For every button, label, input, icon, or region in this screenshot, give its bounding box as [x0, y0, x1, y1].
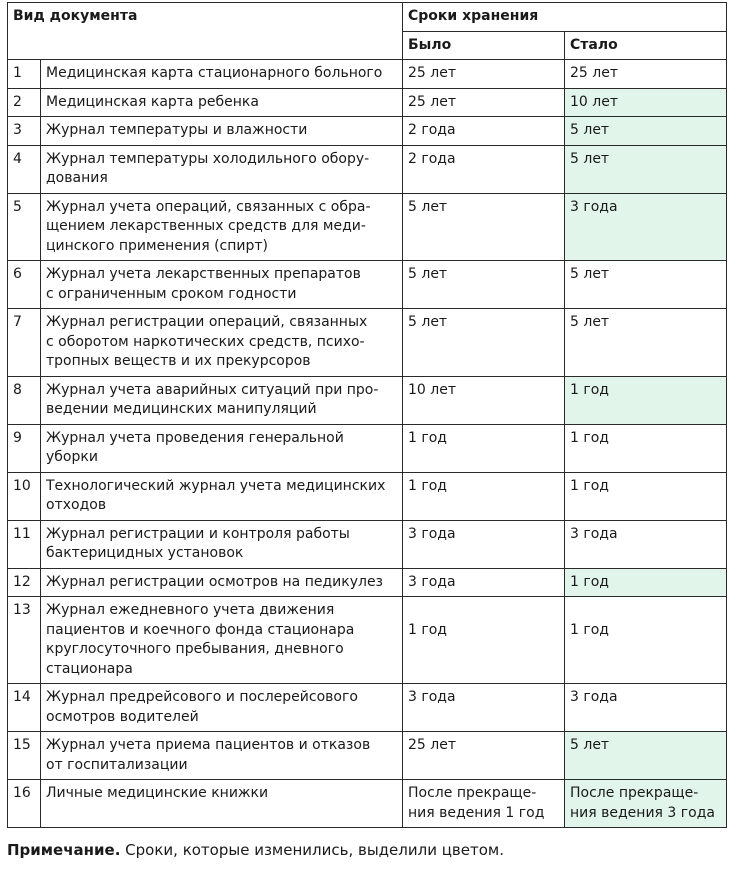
table-body: [8, 60, 727, 828]
period-after-cell: 25 лет: [565, 60, 727, 89]
table-row: [8, 309, 727, 377]
header-after: Стало: [565, 31, 727, 60]
period-after-cell: 5 лет: [565, 309, 727, 377]
table-row: [8, 376, 727, 424]
header-row-top: [8, 3, 727, 32]
document-type-cell: Личные медицинские книжки: [41, 780, 403, 828]
period-before-cell: 10 лет: [403, 376, 565, 424]
period-after-cell: 5 лет: [565, 732, 727, 780]
document-type-cell: Журнал регистрации и контроля работы бактерицидных установок: [41, 520, 403, 568]
period-before-cell: 3 года: [403, 568, 565, 597]
row-number: 6: [8, 261, 41, 309]
table-row: [8, 88, 727, 117]
table-row: [8, 597, 727, 684]
table-row: [8, 684, 727, 732]
period-after-cell: 3 года: [565, 520, 727, 568]
period-after-cell: 5 лет: [565, 261, 727, 309]
period-before-cell: 3 года: [403, 684, 565, 732]
document-type-cell: Журнал температуры и влажности: [41, 117, 403, 146]
period-before-cell: После прекраще- ния ведения 1 год: [403, 780, 565, 828]
period-after-cell: 1 год: [565, 472, 727, 520]
period-before-cell: 25 лет: [403, 60, 565, 89]
footnote-text: Сроки, которые изменились, выделили цветом.: [120, 841, 504, 859]
row-number: 10: [8, 472, 41, 520]
period-after-cell: 5 лет: [565, 117, 727, 146]
row-number: 9: [8, 424, 41, 472]
period-before-cell: 1 год: [403, 424, 565, 472]
row-number: 15: [8, 732, 41, 780]
table-row: [8, 780, 727, 828]
table-row: [8, 193, 727, 261]
period-before-cell: 2 года: [403, 145, 565, 193]
header-storage-periods: Сроки хранения: [403, 3, 727, 32]
row-number: 12: [8, 568, 41, 597]
document-type-cell: Журнал предрейсового и послерейсового осмотров водителей: [41, 684, 403, 732]
period-after-cell: 10 лет: [565, 88, 727, 117]
document-type-cell: Журнал учета операций, связанных с обра- щением лекарственных средств для меди- цинского применения (спирт): [41, 193, 403, 261]
document-type-cell: Журнал учета лекарственных препаратов с ограниченным сроком годности: [41, 261, 403, 309]
period-after-cell: 5 лет: [565, 145, 727, 193]
period-after-cell: 3 года: [565, 193, 727, 261]
row-number: 4: [8, 145, 41, 193]
period-after-cell: После прекраще- ния ведения 3 года: [565, 780, 727, 828]
footnote: [7, 840, 504, 860]
row-number: 7: [8, 309, 41, 377]
table-row: [8, 472, 727, 520]
row-number: 5: [8, 193, 41, 261]
document-type-cell: Журнал регистрации операций, связанных с оборотом наркотических средств, психо- тропных веществ и их прекурсоров: [41, 309, 403, 377]
header-doc-type: Вид документа: [8, 3, 403, 60]
document-type-cell: Журнал учета проведения генеральной уборки: [41, 424, 403, 472]
period-after-cell: 3 года: [565, 684, 727, 732]
document-type-cell: Медицинская карта стационарного больного: [41, 60, 403, 89]
period-after-cell: 1 год: [565, 424, 727, 472]
row-number: 8: [8, 376, 41, 424]
document-type-cell: Журнал учета приема пациентов и отказов от госпитализации: [41, 732, 403, 780]
footnote-label: Примечание.: [7, 841, 121, 859]
table-row: [8, 261, 727, 309]
table-row: [8, 732, 727, 780]
row-number: 13: [8, 597, 41, 684]
table-row: [8, 117, 727, 146]
row-number: 16: [8, 780, 41, 828]
period-after-cell: 1 год: [565, 376, 727, 424]
period-before-cell: 5 лет: [403, 309, 565, 377]
table-row: [8, 568, 727, 597]
period-before-cell: 25 лет: [403, 732, 565, 780]
table-row: [8, 520, 727, 568]
storage-periods-table: [7, 2, 727, 828]
table-row: [8, 424, 727, 472]
document-type-cell: Журнал температуры холодильного обору- дования: [41, 145, 403, 193]
period-before-cell: 1 год: [403, 597, 565, 684]
period-before-cell: 5 лет: [403, 261, 565, 309]
table-row: [8, 60, 727, 89]
period-before-cell: 25 лет: [403, 88, 565, 117]
document-type-cell: Журнал ежедневного учета движения пациентов и коечного фонда стационара круглосуточного пребывания, дневного стационара: [41, 597, 403, 684]
period-before-cell: 1 год: [403, 472, 565, 520]
document-type-cell: Технологический журнал учета медицинских отходов: [41, 472, 403, 520]
header-before: Было: [403, 31, 565, 60]
row-number: 2: [8, 88, 41, 117]
table-row: [8, 145, 727, 193]
period-after-cell: 1 год: [565, 568, 727, 597]
period-before-cell: 2 года: [403, 117, 565, 146]
document-type-cell: Журнал регистрации осмотров на педикулез: [41, 568, 403, 597]
document-type-cell: Журнал учета аварийных ситуаций при про- ведении медицинских манипуляций: [41, 376, 403, 424]
row-number: 11: [8, 520, 41, 568]
period-after-cell: 1 год: [565, 597, 727, 684]
row-number: 3: [8, 117, 41, 146]
row-number: 14: [8, 684, 41, 732]
row-number: 1: [8, 60, 41, 89]
period-before-cell: 3 года: [403, 520, 565, 568]
period-before-cell: 5 лет: [403, 193, 565, 261]
document-type-cell: Медицинская карта ребенка: [41, 88, 403, 117]
